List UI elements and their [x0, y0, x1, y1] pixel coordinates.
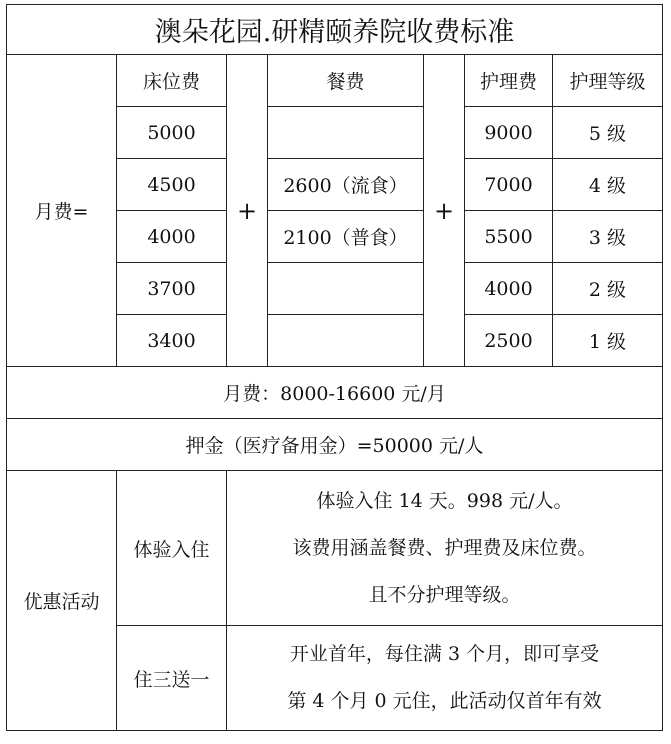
bed-fee-cell: 5000 — [117, 107, 227, 159]
plus-sign: + — [424, 55, 465, 367]
meal-fee-cell: 2100（普食） — [268, 211, 424, 263]
care-fee-cell: 5500 — [465, 211, 553, 263]
bed-fee-cell: 4500 — [117, 159, 227, 211]
care-level-cell: 2 级 — [553, 263, 663, 315]
promotion-details — [227, 626, 663, 731]
promotion-details — [227, 471, 663, 626]
promotion-line: 体验入住 14 天。998 元/人。 — [316, 489, 573, 512]
meal-fee-cell — [268, 263, 424, 315]
care-fee-cell: 4000 — [465, 263, 553, 315]
deposit: 押金（医疗备用金）=50000 元/人 — [7, 419, 663, 471]
meal-fee-cell: 2600（流食） — [268, 159, 424, 211]
care-fee-cell: 7000 — [465, 159, 553, 211]
promotion-name: 体验入住 — [117, 471, 227, 626]
bed-fee-cell: 3400 — [117, 315, 227, 367]
plus-sign: + — [227, 55, 268, 367]
meal-fee-cell — [268, 315, 424, 367]
fee-table — [6, 4, 663, 731]
promotion-line: 开业首年，每住满 3 个月，即可享受 — [289, 643, 600, 665]
header-meal-fee: 餐费 — [268, 55, 424, 107]
page-title: 澳朵花园.研精颐养院收费标准 — [7, 5, 663, 55]
promotion-line: 且不分护理等级。 — [368, 583, 521, 606]
care-level-cell: 4 级 — [553, 159, 663, 211]
promotion-line: 第 4 个月 0 元住，此活动仅首年有效 — [287, 690, 602, 712]
header-bed-fee: 床位费 — [117, 55, 227, 107]
meal-fee-cell — [268, 107, 424, 159]
monthly-fee-label: 月费= — [7, 55, 117, 367]
promotions-label: 优惠活动 — [7, 471, 117, 731]
monthly-range: 月费：8000-16600 元/月 — [7, 367, 663, 419]
care-level-cell: 1 级 — [553, 315, 663, 367]
promotion-line: 该费用涵盖餐费、护理费及床位费。 — [292, 536, 597, 559]
header-care-fee: 护理费 — [465, 55, 553, 107]
header-care-level: 护理等级 — [553, 55, 663, 107]
care-fee-cell: 9000 — [465, 107, 553, 159]
care-level-cell: 5 级 — [553, 107, 663, 159]
care-level-cell: 3 级 — [553, 211, 663, 263]
care-fee-cell: 2500 — [465, 315, 553, 367]
promotion-name: 住三送一 — [117, 626, 227, 731]
bed-fee-cell: 4000 — [117, 211, 227, 263]
bed-fee-cell: 3700 — [117, 263, 227, 315]
